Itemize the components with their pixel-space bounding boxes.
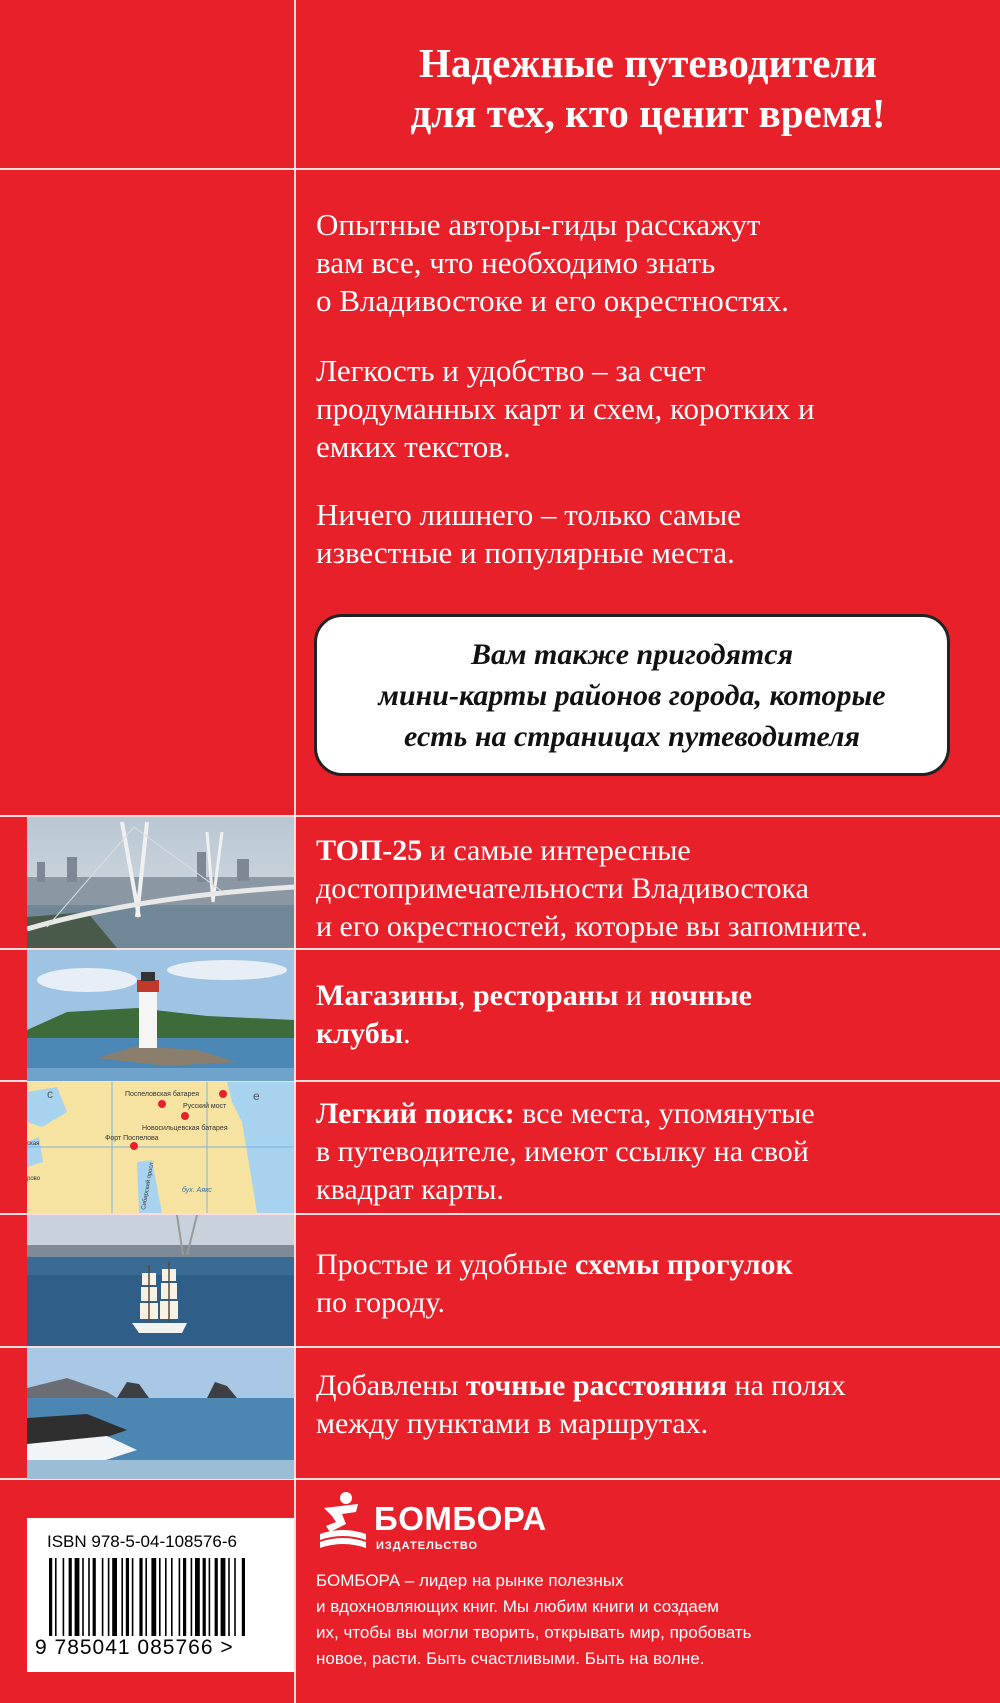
intro-1-line-3: о Владивостоке и его окрестностях. [316,283,789,318]
photo-lighthouse [27,950,294,1081]
intro-paragraph-2 [316,352,986,466]
feature-4-line-2: по городу. [316,1286,446,1319]
feature-5-text-1: Добавлены [316,1369,466,1402]
isbn-label: ISBN 978-5-04-108576-6 [47,1532,237,1551]
intro-2-line-3: емких текстов. [316,429,511,464]
about-line-4: новое, расти. Быть счастливыми. Быть на волне. [316,1649,705,1668]
intro-3-line-2: известные и популярные места. [316,535,735,570]
map-label-battery-2: Новосильцевская батарея [142,1125,228,1132]
feature-2-text-1: , [458,979,473,1012]
callout-line-1: Вам также пригодятся [470,637,794,671]
feature-top-25 [316,832,996,946]
map-label-edge-1: ская [27,1141,40,1147]
feature-5-text-2: на полях [726,1369,846,1402]
feature-3-line-2: в путеводителе, имеют ссылку на свой [316,1135,809,1168]
feature-3-bold: Легкий поиск: [316,1097,515,1130]
feature-2-bold-4: клубы [316,1017,404,1050]
feature-5-bold: точные расстояния [465,1369,727,1402]
publisher-about [316,1568,986,1672]
barcode-digits: 9 785041 085766 > [35,1636,234,1659]
intro-2-line-1: Легкость и удобство – за счет [316,353,706,388]
photo-sea-rocks [27,1348,294,1479]
divider-headline [0,168,1000,170]
map-label-edge-2: рово [27,1176,41,1182]
headline [296,38,1000,138]
intro-paragraph-1 [316,206,986,320]
feature-1-bold: ТОП-25 [316,834,423,867]
about-line-3: их, чтобы вы могли творить, открывать мир, пробовать [316,1623,752,1642]
feature-1-line-2: достопримечательности Владивостока [316,872,809,905]
publisher-name: БОМБОРА [374,1500,547,1537]
intro-1-line-1: Опытные авторы-гиды расскажут [316,207,761,242]
map-label-bridge: Русский мост [183,1103,227,1110]
intro-1-line-2: вам все, что необходимо знать [316,245,716,280]
callout-box [314,614,950,776]
map-letter-e: е [253,1089,260,1103]
feature-2-text-2: и [618,979,650,1012]
intro-paragraph-3 [316,496,986,572]
feature-2-bold-3: ночные [649,979,752,1012]
feature-1-text: и самые интересные [422,834,691,867]
feature-5-line-2: между пунктами в маршрутах. [316,1407,709,1440]
feature-3-line-3: квадрат карты. [316,1173,504,1206]
feature-distances [316,1367,996,1443]
feature-walking-routes [316,1246,996,1322]
intro-2-line-2: продуманных карт и схем, коротких и [316,391,815,426]
intro-3-line-1: Ничего лишнего – только самые [316,497,741,532]
isbn-barcode-box [27,1518,294,1672]
feature-4-bold: схемы прогулок [575,1248,793,1281]
feature-easy-search [316,1095,996,1209]
photo-bridge [27,817,294,948]
publisher-sub: ИЗДАТЕЛЬСТВО [376,1540,479,1552]
feature-2-bold-2: рестораны [473,979,619,1012]
map-letter-c: с [47,1087,53,1101]
map-label-bay: бух. Аякс [182,1187,212,1194]
barcode [49,1558,277,1636]
callout-line-3: есть на страницах путеводителя [404,719,860,753]
headline-line-2: для тех, кто ценит время! [410,90,886,136]
feature-2-bold-1: Магазины [316,979,458,1012]
about-line-1: БОМБОРА – лидер на рынке полезных [316,1571,624,1590]
feature-2-text-4: . [403,1017,411,1050]
feature-1-line-3: и его окрестностей, которые вы запомните. [316,910,869,943]
photo-ship [27,1215,294,1346]
feature-3-text: все места, упомянутые [514,1097,815,1130]
callout-line-2: мини-карты районов города, которые [378,678,886,712]
vertical-divider [294,0,296,1703]
bombora-logo-icon [316,1490,370,1554]
map-label-battery-1: Поспеловская батарея [125,1091,200,1098]
headline-line-1: Надежные путеводители [418,40,878,86]
about-line-2: и вдохновляющих книг. Мы любим книги и создаем [316,1597,719,1616]
photo-map [27,1082,294,1213]
map-label-fort: Форт Поспелова [105,1135,159,1142]
feature-shops [316,977,996,1053]
feature-4-text: Простые и удобные [316,1248,576,1281]
map-label-street: Сибирский просп. [141,1160,156,1211]
